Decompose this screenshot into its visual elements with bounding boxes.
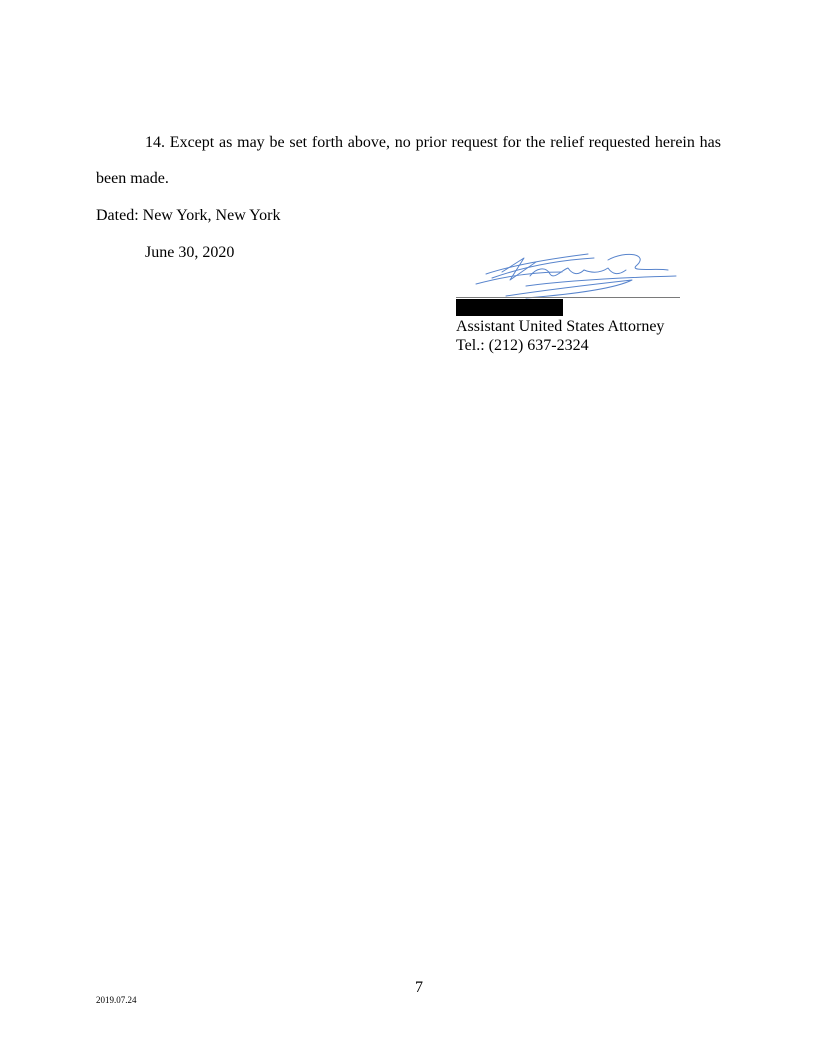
paragraph-14-line-2: been made. [96, 170, 169, 187]
signer-title: Assistant United States Attorney [456, 318, 665, 335]
paragraph-14-line-1: 14. Except as may be set forth above, no prior request for the relief requested herein has [145, 134, 721, 151]
page-number: 7 [415, 979, 423, 996]
signer-telephone: Tel.: (212) 637-2324 [456, 337, 589, 354]
redaction-bar [456, 299, 563, 316]
footer-version-date: 2019.07.24 [96, 995, 137, 1005]
signature-line [456, 297, 680, 298]
dated-location: Dated: New York, New York [96, 207, 281, 224]
dated-date: June 30, 2020 [145, 244, 235, 261]
handwritten-signature [466, 246, 690, 302]
